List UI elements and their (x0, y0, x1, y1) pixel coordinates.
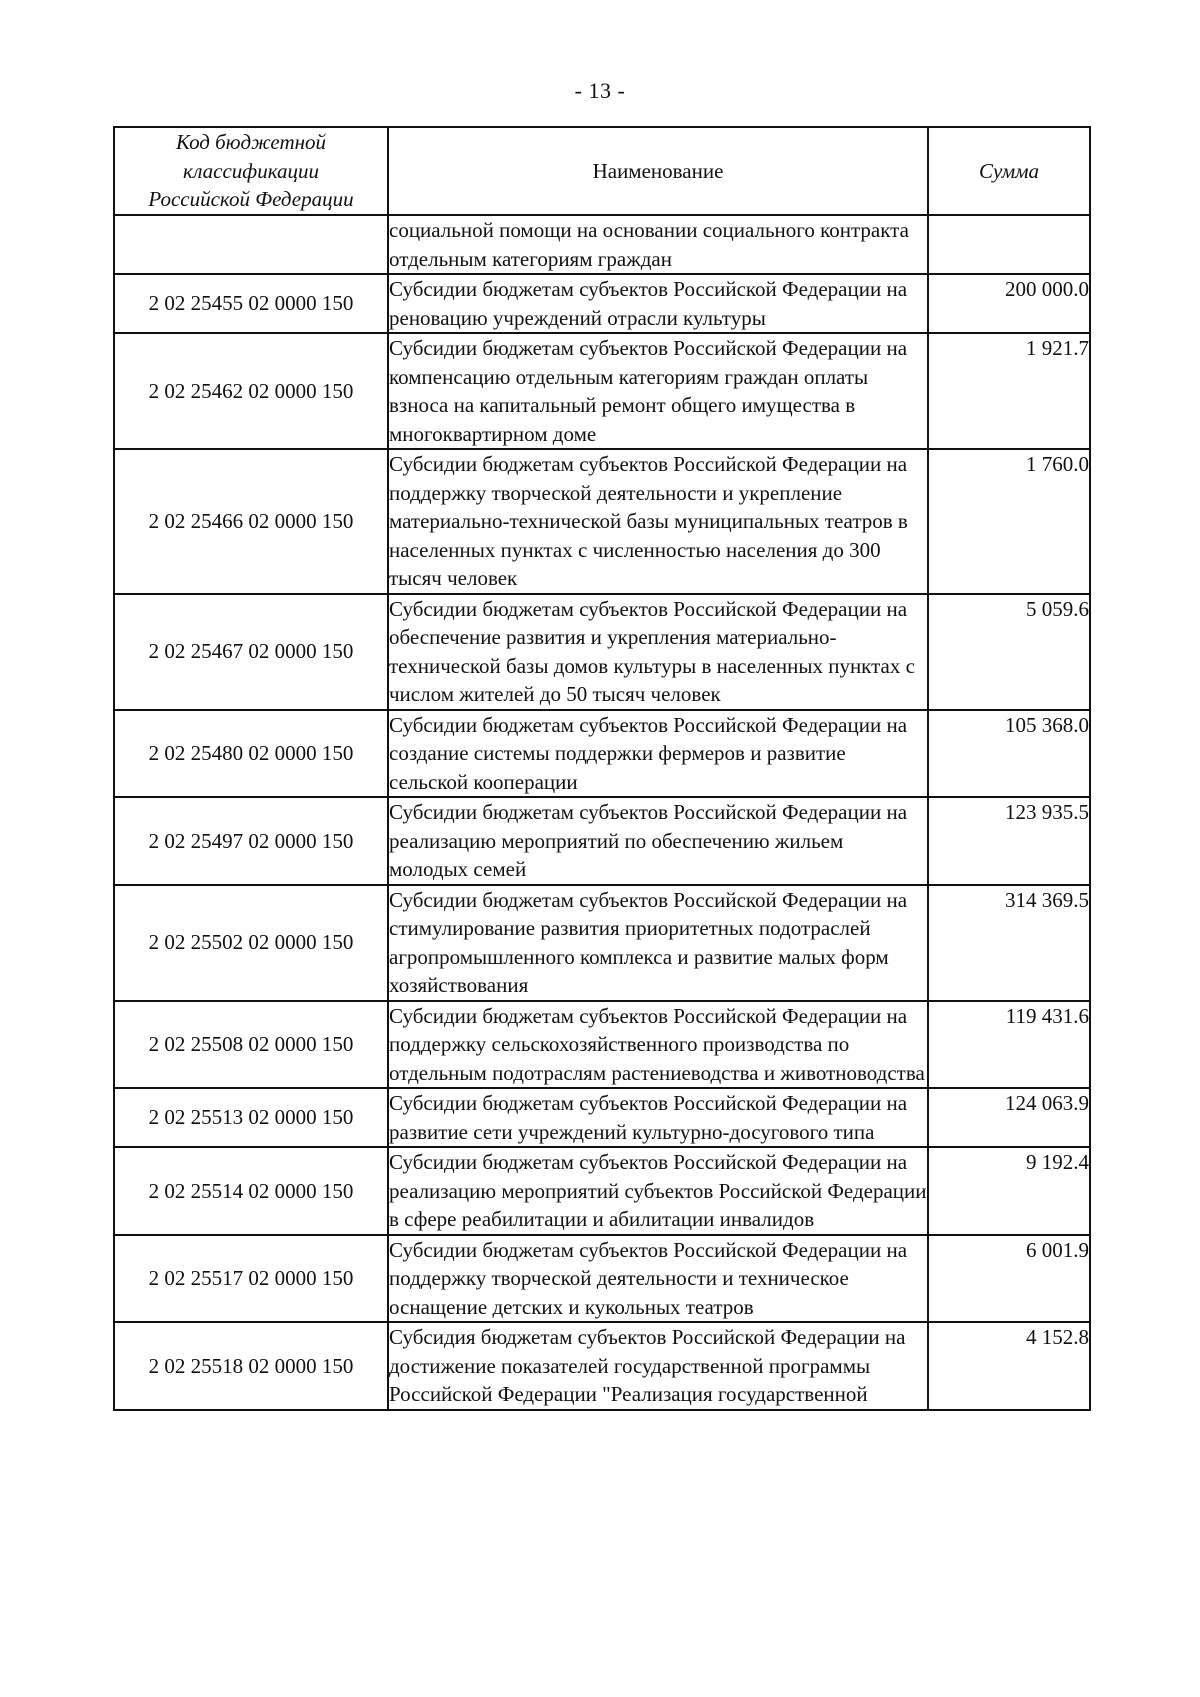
item-sum: 5 059.6 (928, 594, 1090, 710)
header-code (114, 127, 388, 215)
table-row (114, 1088, 1090, 1147)
budget-code: 2 02 25466 02 0000 150 (114, 449, 388, 594)
table-row (114, 594, 1090, 710)
budget-code: 2 02 25455 02 0000 150 (114, 274, 388, 333)
item-sum: 6 001.9 (928, 1235, 1090, 1323)
header-name: Наименование (388, 127, 928, 215)
item-sum: 4 152.8 (928, 1322, 1090, 1410)
item-name: Субсидии бюджетам субъектов Российской Федерации на поддержку творческой деятельности и укрепление материально-технической базы муниципальных театров в населенных пунктах с численностью населения до 300 тысяч человек (388, 449, 928, 594)
table-row (114, 1235, 1090, 1323)
item-sum: 105 368.0 (928, 710, 1090, 798)
header-sum: Сумма (928, 127, 1090, 215)
budget-code: 2 02 25502 02 0000 150 (114, 885, 388, 1001)
table-row (114, 1001, 1090, 1089)
item-sum: 119 431.6 (928, 1001, 1090, 1089)
header-code-line: Российской Федерации (148, 187, 354, 212)
table-header-row (114, 127, 1090, 215)
budget-code (114, 215, 388, 274)
budget-code: 2 02 25462 02 0000 150 (114, 333, 388, 449)
item-name: Субсидии бюджетам субъектов Российской Федерации на поддержку сельскохозяйственного производства по отдельным подотраслям растениеводства и животноводства (388, 1001, 928, 1089)
page-number: - 13 - (574, 78, 626, 103)
item-name: Субсидия бюджетам субъектов Российской Федерации на достижение показателей государственной программы Российской Федерации "Реализация государственной (388, 1322, 928, 1410)
table-row (114, 274, 1090, 333)
table-row (114, 710, 1090, 798)
item-sum: 123 935.5 (928, 797, 1090, 885)
budget-table (113, 126, 1091, 1411)
table-row (114, 797, 1090, 885)
budget-code: 2 02 25513 02 0000 150 (114, 1088, 388, 1147)
budget-code: 2 02 25514 02 0000 150 (114, 1147, 388, 1235)
header-code-line: Код бюджетной (175, 130, 327, 155)
item-name: Субсидии бюджетам субъектов Российской Федерации на стимулирование развития приоритетных подотраслей агропромышленного комплекса и развитие малых форм хозяйствования (388, 885, 928, 1001)
item-name: Субсидии бюджетам субъектов Российской Федерации на развитие сети учреждений культурно-досугового типа (388, 1088, 928, 1147)
budget-code: 2 02 25480 02 0000 150 (114, 710, 388, 798)
item-sum: 124 063.9 (928, 1088, 1090, 1147)
item-name: Субсидии бюджетам субъектов Российской Федерации на обеспечение развития и укрепления материально-технической базы домов культуры в населенных пунктах с числом жителей до 50 тысяч человек (388, 594, 928, 710)
item-name: социальной помощи на основании социального контракта отдельным категориям граждан (388, 215, 928, 274)
budget-code: 2 02 25517 02 0000 150 (114, 1235, 388, 1323)
item-name: Субсидии бюджетам субъектов Российской Федерации на создание системы поддержки фермеров и развитие сельской кооперации (388, 710, 928, 798)
item-sum: 314 369.5 (928, 885, 1090, 1001)
item-name: Субсидии бюджетам субъектов Российской Федерации на реализацию мероприятий по обеспечению жильем молодых семей (388, 797, 928, 885)
table-row (114, 1322, 1090, 1410)
table-row (114, 215, 1090, 274)
item-sum (928, 215, 1090, 274)
item-name: Субсидии бюджетам субъектов Российской Федерации на поддержку творческой деятельности и техническое оснащение детских и кукольных театров (388, 1235, 928, 1323)
budget-code: 2 02 25497 02 0000 150 (114, 797, 388, 885)
item-sum: 1 760.0 (928, 449, 1090, 594)
table-row (114, 449, 1090, 594)
item-sum: 1 921.7 (928, 333, 1090, 449)
item-sum: 9 192.4 (928, 1147, 1090, 1235)
budget-code: 2 02 25508 02 0000 150 (114, 1001, 388, 1089)
item-name: Субсидии бюджетам субъектов Российской Федерации на компенсацию отдельным категориям граждан оплаты взноса на капитальный ремонт общего имущества в многоквартирном доме (388, 333, 928, 449)
header-code-line: классификации (182, 158, 319, 183)
budget-code: 2 02 25518 02 0000 150 (114, 1322, 388, 1410)
item-name: Субсидии бюджетам субъектов Российской Федерации на реновацию учреждений отрасли культуры (388, 274, 928, 333)
budget-code: 2 02 25467 02 0000 150 (114, 594, 388, 710)
table-row (114, 885, 1090, 1001)
table-row (114, 333, 1090, 449)
table-row (114, 1147, 1090, 1235)
item-name: Субсидии бюджетам субъектов Российской Федерации на реализацию мероприятий субъектов Российской Федерации в сфере реабилитации и абилитации инвалидов (388, 1147, 928, 1235)
item-sum: 200 000.0 (928, 274, 1090, 333)
